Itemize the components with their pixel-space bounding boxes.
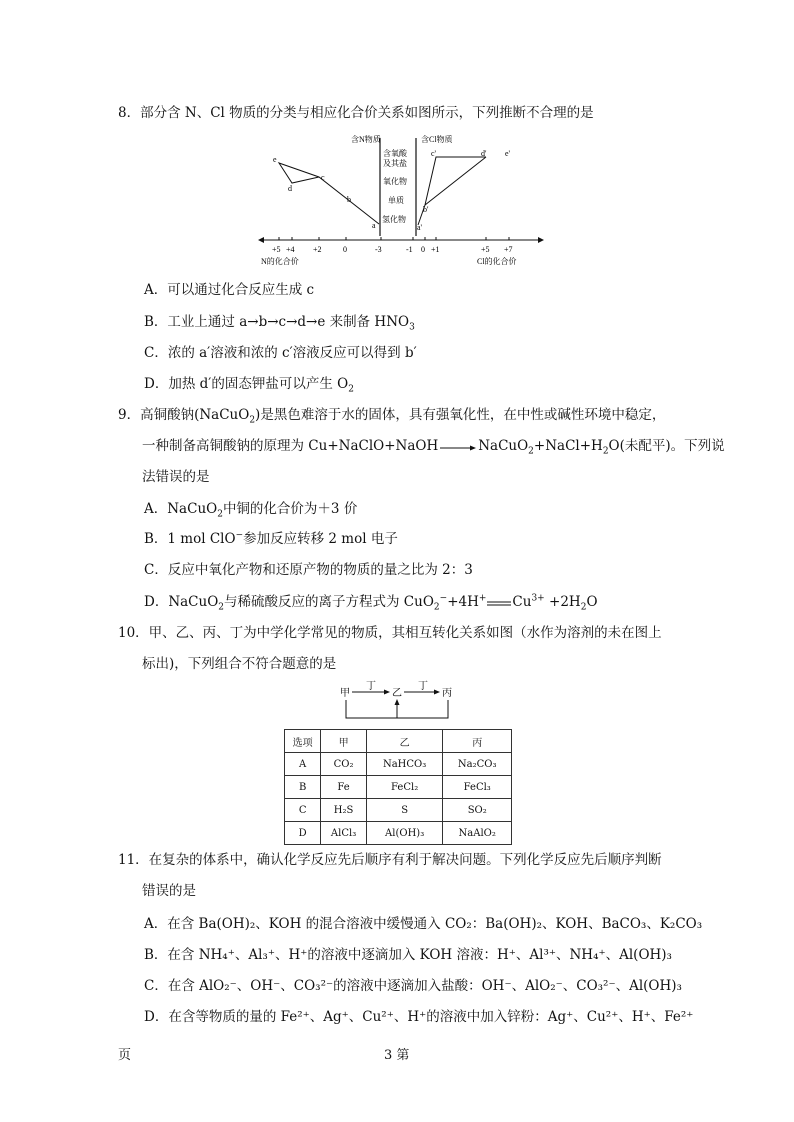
q10-options-table	[284, 729, 512, 845]
n-axis-label: N的化合价	[261, 257, 299, 266]
q8-option-b: B．工业上通过 a→b→c→d→e 来制备 $HNO_3$	[144, 314, 415, 333]
cl-tick: +5	[481, 245, 490, 254]
cl-path-1	[418, 157, 486, 225]
table-header-row: 选项 甲 乙 丙	[285, 730, 512, 753]
cl-point-c: c'	[431, 149, 436, 158]
cl-tick: -1	[406, 245, 413, 254]
page-number: 3 第	[384, 1048, 410, 1063]
q11-stem-line1: 11．在复杂的体系中，确认化学反应先后顺序有利于解决问题。下列化学反应先后顺序判断	[118, 852, 662, 868]
node-yi: 乙	[392, 688, 402, 699]
cl-axis-label: Cl的化合价	[477, 257, 517, 266]
cl-tick: 0	[421, 245, 425, 254]
n-point-a: a	[372, 221, 376, 230]
n-point-d: d	[288, 184, 292, 193]
q11-option-d: D．在含等物质的量的 Fe²⁺、Ag⁺、Cu²⁺、H⁺的溶液中加入锌粉：Ag⁺、Cu²⁺、H⁺、Fe²⁺	[144, 1009, 694, 1025]
n-point-e: e	[273, 155, 277, 164]
table-row: B Fe FeCl₂ FeCl₃	[285, 776, 512, 799]
node-bing: 丙	[442, 688, 452, 699]
q9-stem-line3: 法错误的是	[142, 469, 210, 485]
label-ding-2: 丁	[418, 681, 428, 692]
q8-option-c: C．浓的 a′溶液和浓的 c′溶液反应可以得到 b′	[144, 345, 417, 361]
n-point-c: c	[321, 173, 325, 182]
reaction-arrow-icon	[438, 443, 478, 451]
table-row: A CO₂ NaHCO₃ Na₂CO₃	[285, 753, 512, 776]
n-tick: +5	[272, 245, 281, 254]
cl-point-b: b'	[423, 205, 429, 214]
q10-stem-line1: 10．甲、乙、丙、丁为中学化学常见的物质，其相互转化关系如图（水作为溶剂的未在图上	[118, 625, 662, 641]
q8-valence-diagram	[255, 130, 545, 272]
node-jia: 甲	[340, 688, 350, 699]
cat-oxide: 氧化物	[383, 177, 407, 186]
cat-salt: 及其盐	[383, 159, 407, 168]
q9-stem-line2: 一种制备高铜酸钠的原理为 Cu+NaClO+NaOH $NaCuO_2+NaCl+H_2O$(未配平)。下列说	[142, 438, 725, 457]
q11-option-a: A．在含 Ba(OH)₂、KOH 的混合溶液中缓慢通入 CO₂：Ba(OH)₂、KOH、BaCO₃、K₂CO₃	[144, 916, 703, 932]
q9-option-b: B．1 mol ClO−参加反应转移 2 mol 电子	[144, 530, 398, 547]
q11-option-b: B．在含 NH₄⁺、Al₃⁺、H⁺的溶液中逐滴加入 KOH 溶液：H⁺、Al³⁺、NH₄⁺、Al(OH)₃	[144, 947, 672, 963]
axis-arrow-left	[258, 237, 264, 243]
footer-left: 页	[118, 1048, 132, 1063]
cat-oxyacid: 含氧酸	[383, 149, 407, 158]
label-ding-1: 丁	[366, 681, 376, 692]
q9-stem-line1: 9．高铜酸钠(NaCuO$_2$)是黑色难溶于水的固体，具有强氧化性，在中性或碱性环境中稳定，	[118, 407, 666, 426]
cl-point-a: a'	[417, 223, 422, 232]
cat-element: 单质	[388, 196, 404, 205]
n-point-b: b	[347, 195, 351, 204]
cl-tick: +1	[431, 245, 440, 254]
n-path	[279, 163, 379, 224]
q11-stem-line2: 错误的是	[142, 883, 196, 899]
cl-header: 含Cl物质	[421, 135, 453, 144]
q8-option-d: D．加热 d′的固态钾盐可以产生 $O_2$	[144, 376, 354, 395]
q9-option-a: A．NaCuO$_2$中铜的化合价为＋3 价	[144, 501, 358, 520]
n-tick: -3	[375, 245, 382, 254]
q9-option-c: C．反应中氧化产物和还原产物的物质的量之比为 2：3	[144, 562, 473, 578]
n-tick: +2	[313, 245, 322, 254]
n-tick: +4	[286, 245, 295, 254]
q10-stem-line2: 标出)，下列组合不符合题意的是	[142, 656, 337, 672]
n-header: 含N物质	[351, 135, 381, 144]
cl-point-e: e'	[505, 149, 510, 158]
axis-arrow-right	[538, 237, 544, 243]
q8-option-a: A．可以通过化合反应生成 c	[144, 282, 315, 298]
table-row: C H₂S S SO₂	[285, 799, 512, 822]
cl-point-d: d'	[481, 149, 487, 158]
cl-tick: +7	[504, 245, 513, 254]
q11-option-c: C．在含 AlO₂⁻、OH⁻、CO₃²⁻的溶液中逐滴加入盐酸：OH⁻、AlO₂⁻、CO₃²⁻、Al(OH)₃	[144, 978, 682, 994]
q10-conversion-diagram	[338, 680, 462, 724]
table-row: D AlCl₃ Al(OH)₃ NaAlO₂	[285, 822, 512, 845]
cat-hydride: 氢化物	[382, 215, 406, 224]
q8-stem: 8．部分含 N、Cl 物质的分类与相应化合价关系如图所示，下列推断不合理的是	[118, 105, 594, 121]
equals-sign-icon	[486, 599, 512, 607]
n-tick: 0	[343, 245, 347, 254]
q9-option-d: D．NaCuO$_2$与稀硫酸反应的离子方程式为 CuO$_2$−+4H+ $Cu^{3+} +2H_2O$	[144, 593, 598, 613]
